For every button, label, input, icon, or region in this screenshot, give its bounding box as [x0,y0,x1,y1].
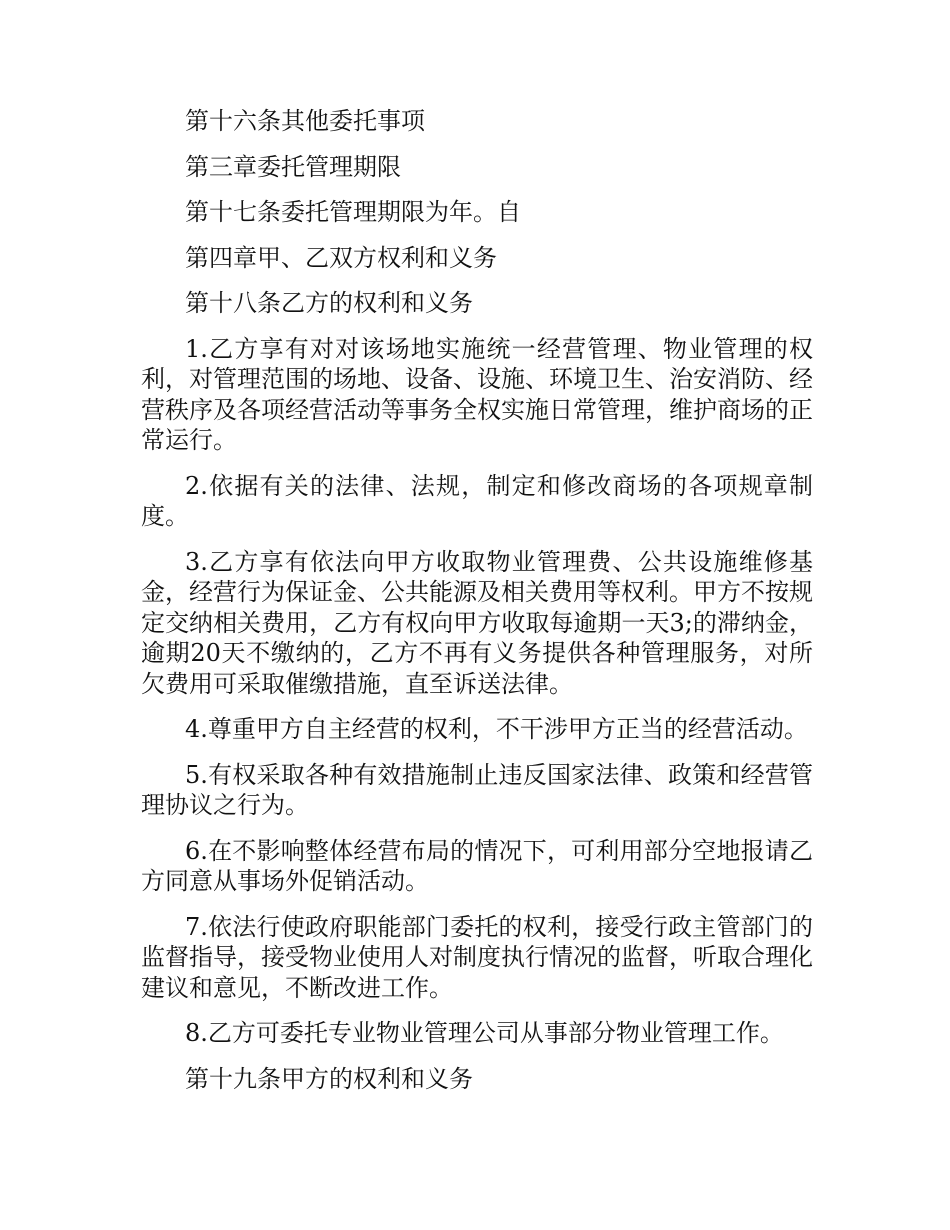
article-16-heading: 第十六条其他委托事项 [185,107,425,135]
document-body [141,106,813,1109]
clause-3-paragraph: 3.乙方享有依法向甲方收取物业管理费、公共设施维修基金，经营行为保证金、公共能源及相关费用等权利。甲方不按规定交纳相关费用，乙方有权向甲方收取每逾期一天3;的滞纳金，逾期20天不缴纳的，乙方不再有义务提供各种管理服务，对所欠费用可采取催缴措施，直至诉送法律。 [141,547,813,698]
clause-1-paragraph: 1.乙方享有对对该场地实施统一经营管理、物业管理的权利，对管理范围的场地、设备、设施、环境卫生、治安消防、经营秩序及各项经营活动等事务全权实施日常管理，维护商场的正常运行。 [141,334,813,454]
chapter-4-heading: 第四章甲、乙双方权利和义务 [185,243,497,272]
article-18-heading: 第十八条乙方的权利和义务 [185,289,473,317]
article-17-text: 第十七条委托管理期限为年。自 [185,198,521,226]
clause-4-paragraph: 4.尊重甲方自主经营的权利，不干涉甲方正当的经营活动。 [185,715,808,743]
chapter-3-heading: 第三章委托管理期限 [185,152,401,181]
clause-7-paragraph: 7.依法行使政府职能部门委托的权利，接受行政主管部门的监督指导，接受物业使用人对制度执行情况的监督，听取合理化建议和意见，不断改进工作。 [141,912,813,1002]
clause-8-paragraph: 8.乙方可委托专业物业管理公司从事部分物业管理工作。 [185,1019,784,1047]
article-19-heading: 第十九条甲方的权利和义务 [185,1064,473,1093]
clause-6-paragraph: 6.在不影响整体经营布局的情况下，可利用部分空地报请乙方同意从事场外促销活动。 [141,836,813,895]
clause-5-paragraph: 5.有权采取各种有效措施制止违反国家法律、政策和经营管理协议之行为。 [141,760,813,819]
clause-2-paragraph: 2.依据有关的法律、法规，制定和修改商场的各项规章制度。 [141,471,813,530]
